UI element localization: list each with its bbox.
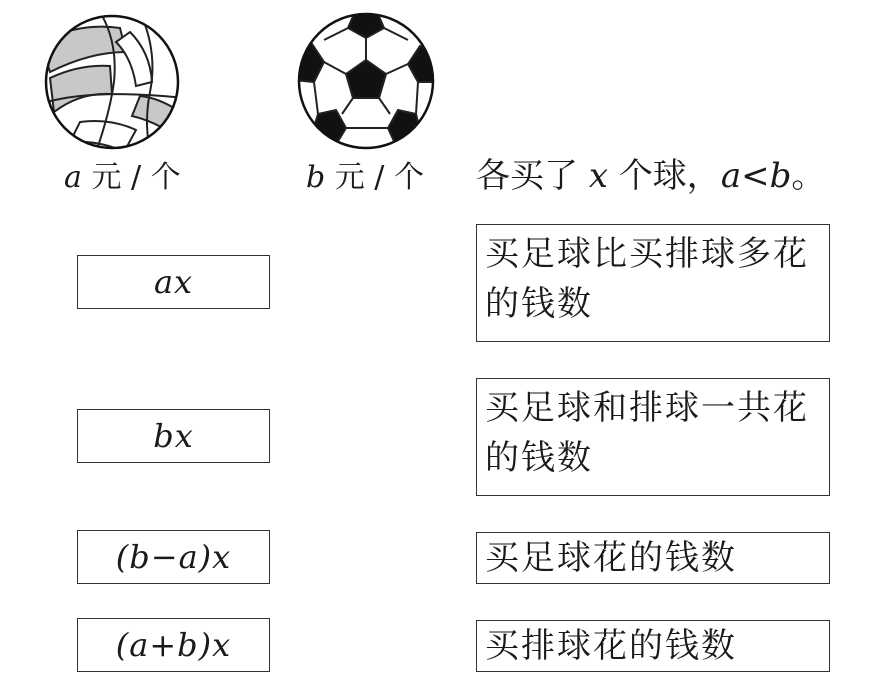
description-text-total: 买足球和排球一共花的钱数 [485, 388, 809, 478]
volleyball-price-var: a [64, 160, 82, 195]
condition-mid: 个球， [618, 156, 721, 196]
expression-box-bx[interactable]: bx [77, 409, 270, 463]
condition-var: x [588, 156, 608, 196]
description-box-difference[interactable] [476, 224, 830, 342]
description-text-volleyball: 买排球花的钱数 [485, 626, 737, 666]
volleyball-image [40, 12, 184, 152]
football-price-unit: 元 / 个 [334, 160, 424, 195]
condition-inequality: a<b [720, 156, 792, 196]
expression-box-ax[interactable]: ax [77, 255, 270, 309]
football-price-var: b [306, 160, 326, 195]
description-box-volleyball[interactable] [476, 620, 830, 672]
football-price-label [306, 160, 424, 196]
condition-end: 。 [791, 156, 826, 196]
volleyball-price-label [64, 160, 181, 196]
expression-box-difference[interactable]: (b−a)x [77, 530, 270, 584]
description-box-football[interactable] [476, 532, 830, 584]
football-image [294, 10, 438, 152]
description-text-football: 买足球花的钱数 [485, 538, 737, 578]
condition-prefix: 各买了 [476, 156, 578, 196]
description-text-difference: 买足球比买排球多花的钱数 [485, 234, 809, 324]
expression-box-sum[interactable]: (a+b)x [77, 618, 270, 672]
description-box-total[interactable] [476, 378, 830, 496]
volleyball-price-unit: 元 / 个 [91, 160, 181, 195]
condition-text [476, 156, 825, 196]
